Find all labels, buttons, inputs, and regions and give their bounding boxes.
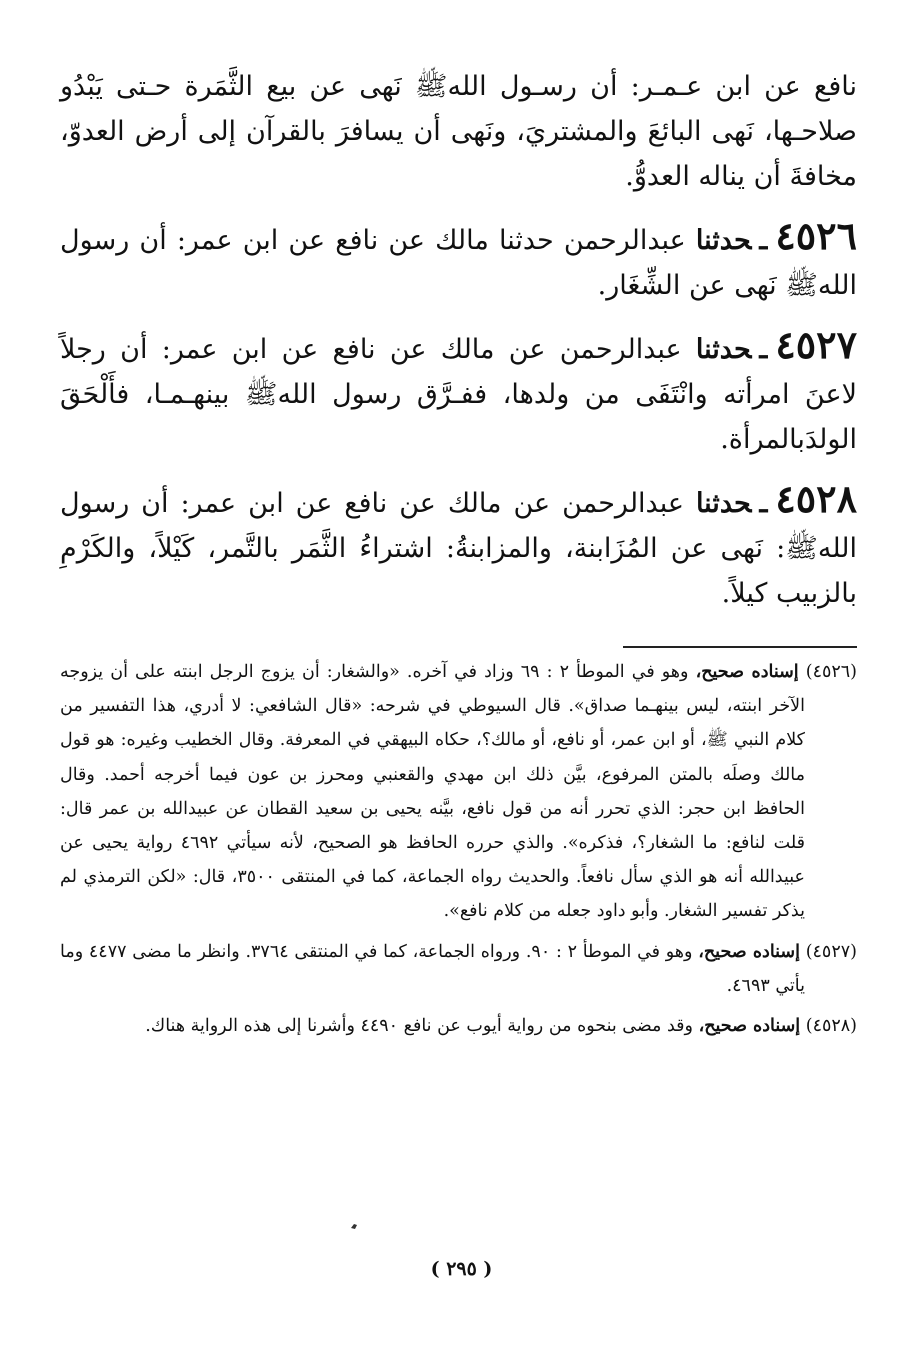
hadith-4527 <box>60 322 857 462</box>
hadith-text: عبدالرحمن عن مالك عن نافع عن ابن عمر: أن رسول اللهﷺ: نَهى عن المُزَابنة، والمزابنةُ: اشتراءُ الثَّمَر بالتَّمر، كَيْلاً، والكَرْمِ بالزبيب كيلاً. <box>60 488 857 609</box>
hadith-4528 <box>60 476 857 616</box>
footnote-keyword: إسناده صحيح، <box>698 1016 801 1037</box>
hadith-separator: ـ <box>759 225 768 256</box>
hadith-number: ٤٥٢٦ <box>775 213 857 258</box>
footnote-keyword: إسناده صحيح، <box>698 941 800 962</box>
footnote-text: وهو في الموطأ ٢ : ٦٩ وزاد في آخره. «والشغار: أن يزوج الرجل ابنته على أن يزوجه الآخر ابنته، ليس بينهـما صداق». قال السيوطي في شرحه: «قال الشافعي: لا أدري، هذا التفسير من كلام النبي ﷺ، أو ابن عمر، أو نافع، أو مالك؟، حكاه البيهقي في المعرفة. وقال الخطيب وغيره: هو قول مالك وصلَه بالمتن المرفوع، بيَّن ذلك ابن مهدي والقعنبي ومحرز بن عون فيما أخرجه أحمد. وقال الحافظ ابن حجر: الذي تحرر أنه من قول نافع، بيَّنه يحيى بن سعيد القطان عن عبيدالله بن عمر قال: قلت لنافع: ما الشغار؟، فذكره». والذي حرره الحافظ هو الصحيح، لأنه سيأتي ٤٦٩٢ رواية يحيى عن عبيدالله أنه هو الذي سأل نافعاً. والحديث رواه الجماعة، كما في المنتقى ٣٥٠٠، قال: «لكن الترمذي لم يذكر تفسير الشغار. وأبو داود جعله من كلام نافع». <box>60 662 805 922</box>
footnote-4528 <box>60 1009 857 1043</box>
footnote-divider <box>623 646 857 648</box>
hadith-keyword: حدثنا <box>695 488 752 519</box>
hadith-text: عبدالرحمن عن مالك عن نافع عن ابن عمر: أن رجلاً لاعنَ امرأته وانْتَفَى من ولدها، ففـرَّق رسول اللهﷺ بينهـمـا، فأَلْحَقَ الولدَبالمرأة. <box>60 334 857 455</box>
footnote-ref: (٤٥٢٧) <box>805 941 857 962</box>
hadith-text: عبدالرحمن حدثنا مالك عن نافع عن ابن عمر: أن رسول اللهﷺ نَهى عن الشِّغَار. <box>60 225 857 301</box>
footnote-text: وهو في الموطأ ٢ : ٩٠. ورواه الجماعة، كما في المنتقى ٣٧٦٤. وانظر ما مضى ٤٤٧٧ وما يأتي ٤٦٩٣. <box>60 941 805 996</box>
footnote-ref: (٤٥٢٦) <box>805 662 857 682</box>
main-text <box>60 64 857 616</box>
footnote-keyword: إسناده صحيح، <box>695 662 799 682</box>
intro-paragraph: نافع عن ابن عـمـر: أن رسـول اللهﷺ نَهى عن بيع الثَّمَرة حـتى يَبْدُو صلاحـها، نَهى البائعَ والمشتريَ، ونَهى أن يسافرَ بالقرآن إلى أرض العدوّ، مخافةَ أن يناله العدوُّ. <box>60 71 857 192</box>
footnote-ref: (٤٥٢٨) <box>805 1016 857 1037</box>
hadith-keyword: حدثنا <box>695 334 752 365</box>
footnote-text: وقد مضى بنحوه من رواية أيوب عن نافع ٤٤٩٠ وأشرنا إلى هذه الرواية هناك. <box>145 1016 693 1037</box>
hadith-separator: ـ <box>759 334 768 365</box>
ink-speck-icon <box>350 1222 358 1230</box>
hadith-separator: ـ <box>759 488 768 519</box>
footnotes <box>60 655 857 1049</box>
footnote-4527 <box>60 935 857 1003</box>
footnote-4526 <box>60 655 857 929</box>
hadith-number: ٤٥٢٧ <box>775 322 857 367</box>
hadith-4526 <box>60 213 857 308</box>
hadith-number: ٤٥٢٨ <box>775 476 857 521</box>
hadith-keyword: حدثنا <box>695 225 752 256</box>
page-number: ( ٢٩٥ ) <box>430 1258 493 1280</box>
